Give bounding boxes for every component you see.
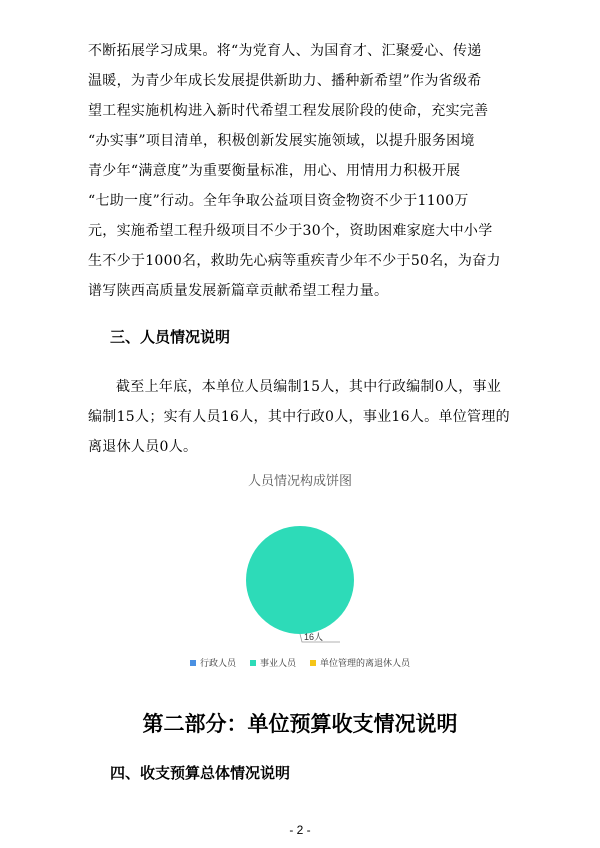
paragraph-line: 截至上年底，本单位人员编制15人，其中行政编制0人，事业 (116, 379, 502, 395)
legend-swatch-admin (190, 660, 196, 666)
page-number: - 2 - (289, 823, 311, 837)
body-paragraph (88, 36, 524, 306)
paragraph-line: 编制15人；实有人员16人，其中行政0人，事业16人。单位管理的 (88, 409, 510, 425)
paragraph-line: “七助一度”行动。全年争取公益项目资金物资不少于1100万 (88, 193, 469, 209)
legend-swatch-retired (310, 660, 316, 666)
pie-slice-1[interactable] (246, 526, 354, 634)
legend-swatch-institution (250, 660, 256, 666)
chart-legend (0, 656, 600, 669)
legend-label-admin: 行政人员 (199, 658, 236, 668)
section3-heading: 三、人员情况说明 (110, 328, 231, 346)
section3-paragraph (88, 372, 524, 462)
paragraph-line: 不断拓展学习成果。将“为党育人、为国育才、汇聚爱心、传递 (88, 43, 482, 59)
legend-item-admin[interactable] (190, 656, 236, 669)
paragraph-line: 谱写陕西高质量发展新篇章贡献希望工程力量。 (88, 283, 389, 299)
paragraph-line: 望工程实施机构进入新时代希望工程发展阶段的使命，充实完善 (88, 103, 489, 119)
paragraph-line: 元，实施希望工程升级项目不少于30个，资助困难家庭大中小学 (88, 223, 493, 239)
paragraph-line: 生不少于1000名，救助先心病等重疾青少年不少于50名，为奋力 (88, 253, 501, 269)
chart-title: 人员情况构成饼图 (247, 473, 352, 488)
paragraph-line: 青少年“满意度”为重要衡量标准，用心、用情用力积极开展 (88, 163, 461, 179)
section4-heading: 四、收支预算总体情况说明 (110, 764, 291, 782)
paragraph-line: 温暖，为青少年成长发展提供新助力、播种新希望”作为省级希 (88, 73, 482, 89)
legend-label-institution: 事业人员 (259, 658, 296, 668)
pie-chart (0, 500, 600, 650)
part2-title: 第二部分：单位预算收支情况说明 (142, 712, 458, 736)
legend-item-institution[interactable] (250, 656, 296, 669)
legend-item-retired[interactable] (310, 656, 410, 669)
paragraph-line: 离退休人员0人。 (88, 439, 198, 455)
legend-label-retired: 单位管理的离退休人员 (320, 658, 411, 668)
paragraph-line: “办实事”项目清单，积极创新发展实施领域，以提升服务困境 (88, 133, 475, 149)
data-label-1: 16人 (304, 632, 324, 642)
